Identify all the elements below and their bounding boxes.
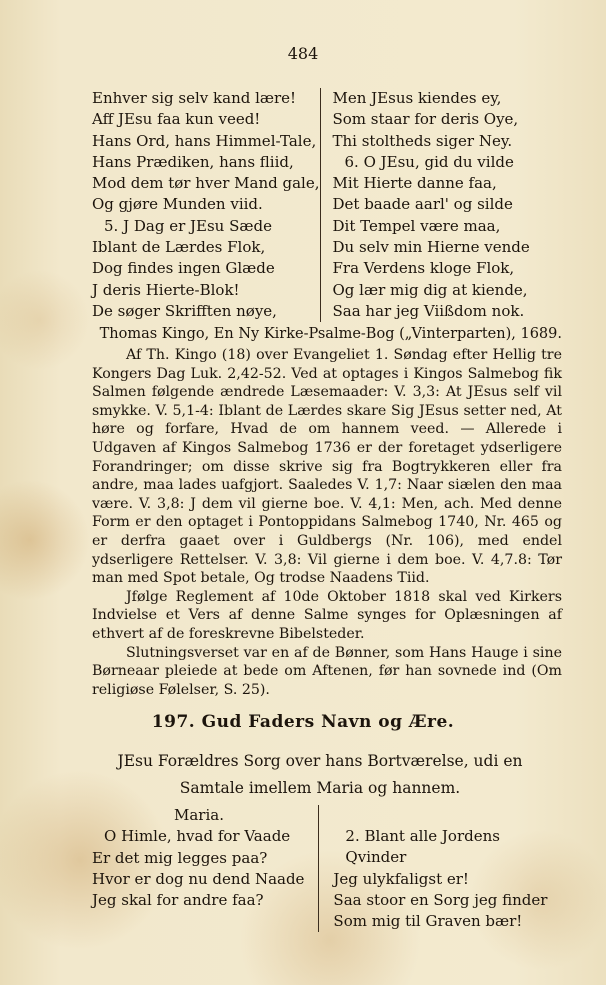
stanza-column-right <box>318 805 562 932</box>
source-attribution: Thomas Kingo, En Ny Kirke-Psalme-Bog („Vinterparten), 1689. <box>99 326 562 342</box>
note-paragraph: Af Th. Kingo (18) over Evangeliet 1. Søndag efter Hellig tre Kongers Dag Luk. 2,42-52. Ved at optages i Kingos Salmebog fik Salmen følgende ændrede Læsemaader: V. 3,3: At JEsus self vil smykke. V. 5,1-4: Iblant de Lærdes skare Sig JEsus setter ned, At høre og forfare, Hvad de om hannem veed. — Allerede i Udgaven af Kingos Salmebog 1736 er der foretaget ydserligere Forandringer; om disse skrive sig fra Bogtrykkeren eller fra andre, maa lades uafgjort. Saaledes V. 1,7: Naar siælen den maa være. V. 3,8: J dem vil gierne boe. V. 4,1: Men, ach. Med denne Form er den optaget i Pontoppidans Salmebog 1740, Nr. 465 og er derfra gaaet over i Guldbergs (Nr. 106), med endel ydserligere Rettelser. V. 3,8: Vil gierne i dem boe. V. 4,7.8: Tør man med Spot betale, Og trodse Naadens Tiid. <box>92 347 562 587</box>
verse-line: Fra Verdens kloge Flok, <box>332 259 515 278</box>
hymn-stanzas-bottom <box>92 805 562 932</box>
subtitle-line: Samtale imellem Maria og hannem. <box>179 779 461 797</box>
verse-line: Jeg ulykfaligst er! <box>333 869 469 888</box>
verse-line: Dog findes ingen Glæde <box>92 259 275 278</box>
speaker-label: Maria. <box>174 806 224 824</box>
verse-line: Men JEsus kiendes ey, <box>332 89 502 107</box>
stanza-column-left <box>92 805 318 932</box>
subtitle-line: JEsu Forældres Sorg over hans Bortværelse, udi en <box>117 752 523 770</box>
note-paragraph: Jfølge Reglement af 10de Oktober 1818 skal ved Kirkers Indvielse et Vers af denne Salme synges for Oplæsningen af ethvert af de foreskrevne Bibelsteder. <box>92 588 562 642</box>
verse-line: Saa stoor en Sorg jeg finder <box>333 890 548 909</box>
verse-line: J deris Hierte-Blok! <box>92 280 240 299</box>
verse-line: Thi stoltheds siger Ney. <box>332 131 513 150</box>
hymn-title: 197. Gud Faders Navn og Ære. <box>151 712 455 732</box>
stanza-column-left <box>92 88 320 322</box>
verse-line: 5. J Dag er JEsu Sæde <box>104 216 272 235</box>
verse-line: Iblant de Lærdes Flok, <box>92 238 266 257</box>
verse-line: Og gjøre Munden viid. <box>92 195 263 214</box>
verse-line: Mit Hierte danne faa, <box>332 174 497 193</box>
verse-line: Hvor er dog nu dend Naade <box>92 869 305 888</box>
page-number: 484 <box>287 44 319 63</box>
verse-line: Og lær mig dig at kiende, <box>332 280 528 299</box>
verse-line: Aff JEsu faa kun veed! <box>92 110 261 129</box>
verse-line: Som mig til Graven bær! <box>333 912 523 931</box>
verse-line: Mod dem tør hver Mand gale, <box>92 174 320 193</box>
verse-line: Hans Prædiken, hans fliid, <box>92 152 294 171</box>
verse-line: O Himle, hvad for Vaade <box>104 827 291 846</box>
verse-line: Saa har jeg Viißdom nok. <box>332 301 525 320</box>
commentary-notes <box>92 346 562 699</box>
verse-line: 2. Blant alle Jordens Qvinder <box>345 827 500 867</box>
verse-line: Hans Ord, hans Himmel-Tale, <box>92 131 317 150</box>
hymn-stanzas-top <box>92 88 530 322</box>
verse-line: Jeg skal for andre faa? <box>92 891 264 910</box>
verse-line: Du selv min Hierne vende <box>332 238 530 257</box>
verse-line: 6. O JEsu, gid du vilde <box>344 152 514 171</box>
verse-line: Enhver sig selv kand lære! <box>92 89 297 107</box>
stanza-column-right <box>320 88 530 322</box>
note-paragraph: Slutningsverset var en af de Bønner, som Hans Hauge i sine Børneaar pleiede at bede om Aftenen, før han sovnede ind (Om religiøse Følelser, S. 25). <box>92 644 562 698</box>
verse-line: De søger Skrifften nøye, <box>92 301 277 320</box>
verse-line: Er det mig legges paa? <box>92 848 268 867</box>
hymn-subtitle <box>80 748 560 802</box>
verse-line: Som staar for deris Oye, <box>332 110 519 129</box>
verse-line: Det baade aarl' og silde <box>332 195 513 214</box>
verse-line: Dit Tempel være maa, <box>332 216 501 235</box>
